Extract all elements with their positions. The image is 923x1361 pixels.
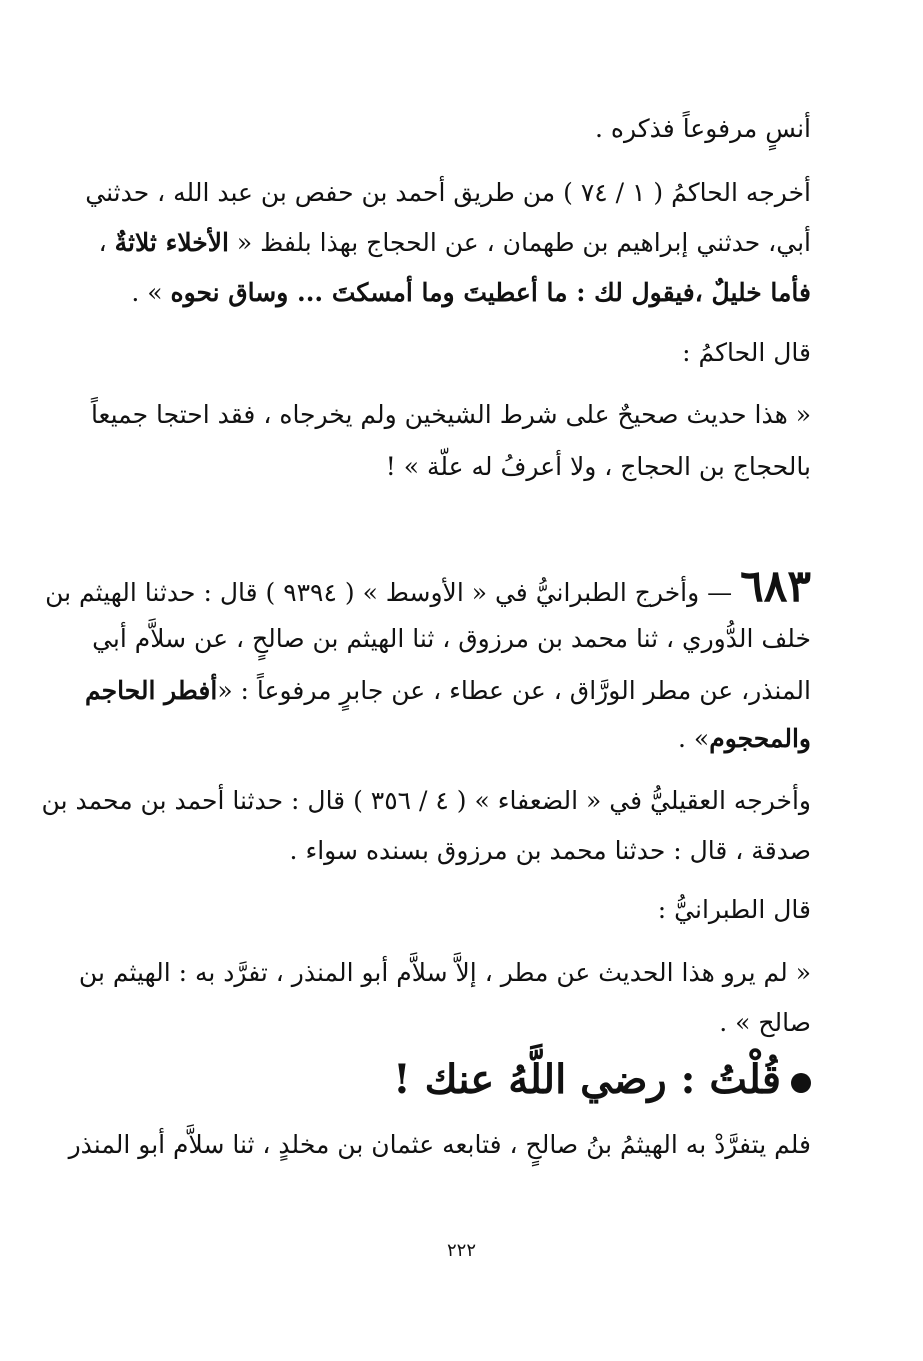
bold-quote: أفطر الحاجم	[85, 676, 218, 705]
bold-quote: والمحجوم	[709, 724, 811, 753]
text-line: أنسٍ مرفوعاً فذكره .	[594, 114, 811, 143]
bullet-icon	[791, 1073, 811, 1093]
text-line: صالح » .	[719, 1008, 811, 1037]
text-line: « هذا حديث صحيحٌ على شرط الشيخين ولم يخرجاه ، فقد احتجا جميعاً	[90, 400, 811, 429]
text-line: أبي، حدثني إبراهيم بن طهمان ، عن الحجاج بهذا بلفظ « الأخلاء ثلاثةٌ ،	[98, 228, 811, 257]
entry-number: ٦٨٣	[740, 561, 811, 612]
text-line: وأخرجه العقيليُّ في « الضعفاء » ( ٤ / ٣٥٦ ) قال : حدثنا أحمد بن محمد بن	[41, 786, 811, 815]
text-line: قال الطبرانيُّ :	[657, 895, 811, 924]
bold-quote: فأما خليلٌ ،فيقول لك : ما أعطيتَ وما أمسكتَ ... وساق نحوه	[170, 278, 811, 307]
text-line: أخرجه الحاكمُ ( ١ / ٧٤ ) من طريق أحمد بن حفص بن عبد الله ، حدثني	[85, 178, 811, 207]
text-line: خلف الدُّوري ، ثنا محمد بن مرزوق ، ثنا الهيثم بن صالحٍ ، عن سلاَّم أبي	[92, 624, 811, 653]
page-number: ٢٢٢	[446, 1240, 476, 1261]
text-line: فأما خليلٌ ،فيقول لك : ما أعطيتَ وما أمسكتَ ... وساق نحوه » .	[131, 278, 811, 307]
text-line: والمحجوم» .	[678, 724, 811, 753]
section-heading: قُلْتُ : رضي اللَّهُ عنك !	[111, 1054, 811, 1106]
text-line: « لم يرو هذا الحديث عن مطر ، إلاَّ سلاَّم أبو المنذر ، تفرَّد به : الهيثم بن	[78, 958, 811, 987]
text-line: بالحجاج بن الحجاج ، ولا أعرفُ له علّة » !	[385, 452, 811, 481]
text-line: قال الحاكمُ :	[682, 338, 811, 367]
text-line: صدقة ، قال : حدثنا محمد بن مرزوق بسنده سواء .	[289, 836, 811, 865]
bold-quote: الأخلاء ثلاثةٌ	[114, 228, 229, 257]
text-line: فلم يتفرَّدْ به الهيثمُ بنُ صالحٍ ، فتابعه عثمان بن مخلدٍ ، ثنا سلاَّم أبو المنذر	[68, 1130, 811, 1159]
text-line: المنذر، عن مطر الورَّاق ، عن عطاء ، عن جابرٍ مرفوعاً : «أفطر الحاجم	[85, 676, 811, 705]
text-line: ٦٨٣ — وأخرج الطبرانيُّ في « الأوسط » ( ٩٣٩٤ ) قال : حدثنا الهيثم بن	[45, 561, 811, 612]
